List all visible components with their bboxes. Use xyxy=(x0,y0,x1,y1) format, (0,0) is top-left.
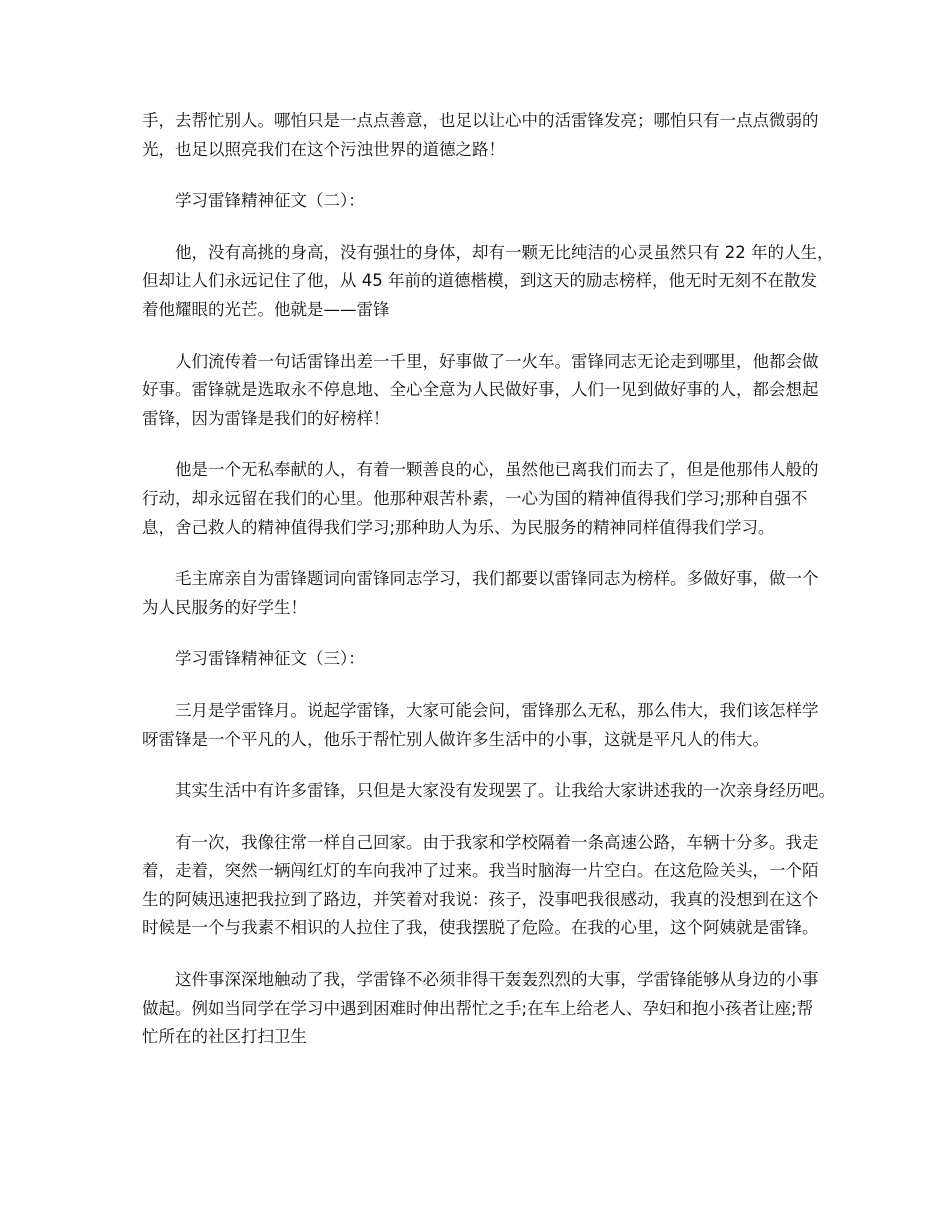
text-line: 毛主席亲自为雷锋题词向雷锋同志学习，我们都要以雷锋同志为榜样。多做好事，做一个 xyxy=(175,569,819,589)
document-page xyxy=(142,107,835,1075)
paragraph-1 xyxy=(142,107,822,164)
section-heading-3 xyxy=(142,645,822,674)
text-line: 息，舍己救人的精神值得我们学习;那种助人为乐、为民服务的精神同样值得我们学习。 xyxy=(142,517,775,537)
heading-text: 学习雷锋精神征文（三）： xyxy=(175,649,365,669)
text-line: 人们流传着一句话雷锋出差一千里，好事做了一火车。雷锋同志无论走到哪里，他都会做 xyxy=(175,351,819,371)
text-line: 好事。雷锋就是选取永不停息地、全心全意为人民做好事，人们一见到做好事的人，都会想起 xyxy=(142,380,819,400)
text-line: 为人民服务的好学生！ xyxy=(142,597,307,617)
text-line: 呀雷锋是一个平凡的人，他乐于帮忙别人做许多生活中的小事，这就是平凡人的伟大。 xyxy=(142,729,769,749)
text-line: 着他耀眼的光芒。他就是——雷锋 xyxy=(142,299,390,319)
text-line: 忙所在的社区打扫卫生 xyxy=(142,1027,307,1047)
text-line: 但却让人们永远记住了他，从 45 年前的道德楷模，到这天的励志榜样，他无时无刻不在散发 xyxy=(142,271,817,291)
paragraph-6 xyxy=(142,697,822,754)
text-line: 他是一个无私奉献的人，有着一颗善良的心，虽然他已离我们而去了，但是他那伟人般的 xyxy=(175,460,819,480)
heading-text: 学习雷锋精神征文（二）： xyxy=(175,191,365,211)
text-line: 手，去帮忙别人。哪怕只是一点点善意，也足以让心中的活雷锋发亮；哪怕只有一点点微弱的 xyxy=(142,111,819,130)
text-line: 三月是学雷锋月。说起学雷锋，大家可能会问，雷锋那么无私，那么伟大，我们该怎样学 xyxy=(175,700,819,720)
text-line: 着，走着，突然一辆闯红灯的车向我冲了过来。我当时脑海一片空白。在这危险关头，一个陌 xyxy=(142,861,819,881)
text-line: 生的阿姨迅速把我拉到了路边，并笑着对我说：孩子，没事吧我很感动，我真的没想到在这个 xyxy=(142,889,819,909)
paragraph-3 xyxy=(142,348,822,434)
paragraph-4 xyxy=(142,456,822,542)
paragraph-5 xyxy=(142,565,822,622)
text-line: 行动，却永远留在我们的心里。他那种艰苦朴素，一心为国的精神值得我们学习;那种自强不 xyxy=(142,488,808,508)
paragraph-7 xyxy=(142,777,835,806)
paragraph-9 xyxy=(142,966,822,1052)
text-line: 雷锋，因为雷锋是我们的好榜样！ xyxy=(142,408,390,428)
text-line: 他，没有高挑的身高，没有强壮的身体，却有一颗无比纯洁的心灵虽然只有 22 年的人生， xyxy=(175,242,834,262)
paragraph-8 xyxy=(142,829,822,943)
text-line: 时候是一个与我素不相识的人拉住了我，使我摆脱了危险。在我的心里，这个阿姨就是雷锋。 xyxy=(142,918,819,938)
section-heading-2 xyxy=(142,187,822,216)
text-line: 其实生活中有许多雷锋，只但是大家没有发现罢了。让我给大家讲述我的一次亲身经历吧。 xyxy=(175,781,835,801)
text-line: 有一次，我像往常一样自己回家。由于我家和学校隔着一条高速公路，车辆十分多。我走 xyxy=(175,832,819,852)
paragraph-2 xyxy=(142,239,834,325)
text-line: 这件事深深地触动了我，学雷锋不必须非得干轰轰烈烈的大事，学雷锋能够从身边的小事 xyxy=(175,970,819,990)
text-line: 做起。例如当同学在学习中遇到困难时伸出帮忙之手;在车上给老人、孕妇和抱小孩者让座;帮 xyxy=(142,998,814,1018)
text-line: 光，也足以照亮我们在这个污浊世界的道德之路！ xyxy=(142,139,505,159)
